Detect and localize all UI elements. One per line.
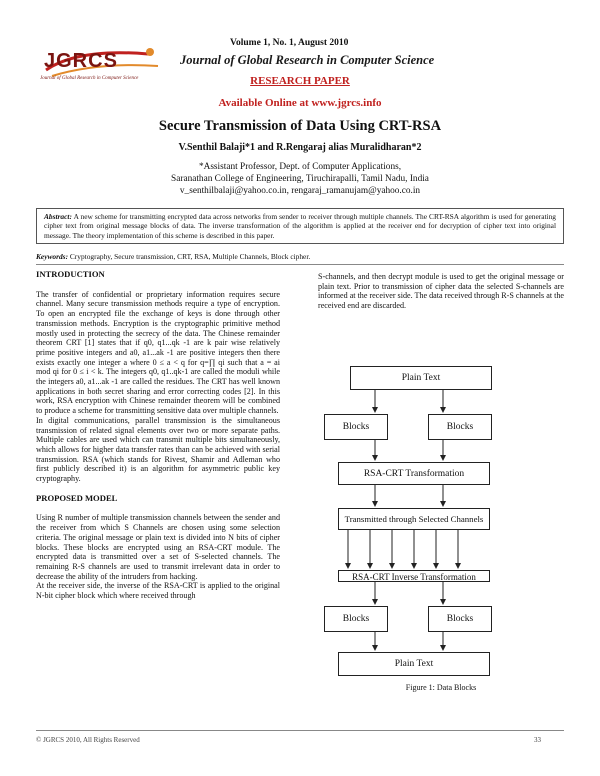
- footer-divider: [36, 730, 564, 731]
- affiliation-line-2: Saranathan College of Engineering, Tiruchirapalli, Tamil Nadu, India: [171, 174, 429, 184]
- flow-blocks-left-1: Blocks: [324, 414, 388, 440]
- proposed-paragraph-1: Using R number of multiple transmission channels between the sender and the receiver from which S Channels are chosen using some selection criteria. The original message or plain text is divided into N bits of cipher blocks. These blocks are encrypted using an RSA-CRT module. The encrypted data is transmitted over a set of S-selected channels. The remaining R-S channels are used to transmit irrelevant data in order to decrease the ability of the intruders from hacking.: [36, 513, 280, 581]
- page-number: 33: [534, 736, 541, 744]
- journal-name: Journal of Global Research in Computer Science: [180, 53, 435, 67]
- keywords-text: Cryptography, Secure transmission, CRT, RSA, Multiple Channels, Block cipher.: [68, 252, 311, 261]
- abstract-text: A new scheme for transmitting encrypted data across networks from sender to receiver through multiple channels. The CRT-RSA algorithm is used for generating cipher text from original message blocks of data. The inverse transformation of the algorithm is applied at the receiver end for decryption of cipher text into original message. The theory implementation of this scheme is described in this paper.: [44, 212, 556, 240]
- availability-line: Available Online at www.jgrcs.info: [218, 97, 382, 109]
- flow-rsa-crt-inverse: RSA-CRT Inverse Transformation: [338, 570, 490, 582]
- keywords-label: Keywords:: [36, 252, 69, 261]
- flow-plain-text-bottom: Plain Text: [338, 652, 490, 676]
- keywords-line: [36, 252, 564, 261]
- right-paragraph-1: S-channels, and then decrypt module is used to get the original message or plain text. Prior to transmission of cipher data the selected S-channels are informed at the receiver side. The data received through R-S channels at the received end are discarded.: [318, 272, 564, 311]
- intro-paragraph-2: In digital communications, parallel transmission is the simultaneous transmission of related signal elements over two or more separate paths. Multiple cables are used which can transmit multiple bits simultaneously, which allows for higher data transfer rates than can be achieved with serial transmission. RSA (which stands for Rivest, Shamir and Adleman who first publicly described it) is an algorithm for asymmetric public key cryptography.: [36, 415, 280, 484]
- flow-blocks-left-2: Blocks: [324, 606, 388, 632]
- abstract-box: [36, 208, 564, 244]
- paper-type: RESEARCH PAPER: [250, 75, 350, 87]
- affiliation-line-1: *Assistant Professor, Dept. of Computer Applications,: [198, 162, 402, 172]
- left-column: [36, 270, 280, 601]
- section-heading-proposed-model: PROPOSED MODEL: [36, 492, 118, 503]
- section-heading-introduction: INTRODUCTION: [36, 269, 105, 279]
- right-column: [318, 272, 564, 311]
- flow-blocks-right-2: Blocks: [428, 606, 492, 632]
- header-divider: [36, 264, 564, 265]
- proposed-paragraph-2: At the receiver side, the inverse of the RSA-CRT is applied to the original N-bit cipher block which where received through: [36, 581, 280, 601]
- volume-info: Volume 1, No. 1, August 2010: [230, 38, 349, 48]
- paper-authors: V.Senthil Balaji*1 and R.Rengaraj alias Muralidharan*2: [178, 142, 422, 153]
- figure-caption: Figure 1: Data Blocks: [405, 683, 477, 692]
- affiliation-line-3: v_senthilbalaji@yahoo.co.in, rengaraj_ramanujam@yahoo.co.in: [179, 186, 421, 196]
- abstract-label: Abstract:: [44, 212, 72, 221]
- logo-tagline: Journal of Global Research in Computer Science: [40, 76, 139, 81]
- paper-title: Secure Transmission of Data Using CRT-RSA: [158, 118, 442, 134]
- footer-copyright: © JGRCS 2010, All Rights Reserved: [36, 736, 140, 744]
- intro-paragraph-1: The transfer of confidential or proprietary information requires secure channel. Many secure transmission methods require a type of encryption. To open an encrypted file the exchange of keys is done through other transmission methods. Encryption is the cryptographic primitive method mostly used in protecting the secrecy of the data. The Chinese remainder theorem CRT [1] states that if q0, q1...qk -1 are k pair wise relatively prime positive integers and a0, a1...ak -1 are positive integers then there exists exactly one integer a where 0 ≤ a < q for q=∏ qi such that a = ai mod qi for 0 ≤ i < k. The integers q0, q1..qk-1 are called the moduli while the integers a0, a1...ak -1 are called the residues. The CRT has well known applications in both secret sharing and error correcting codes [2]. In this work, RSA encryption with Chinese remainder theorem will be combined to produce a scheme for transmitting sensitive data over multiple channels.: [36, 289, 280, 416]
- flow-plain-text-top: Plain Text: [350, 366, 492, 390]
- flow-blocks-right-1: Blocks: [428, 414, 492, 440]
- flow-transmitted-channels: Transmitted through Selected Channels: [338, 508, 490, 530]
- flow-rsa-crt-transform: RSA-CRT Transformation: [338, 462, 490, 485]
- logo-text: JGRCS: [44, 50, 118, 72]
